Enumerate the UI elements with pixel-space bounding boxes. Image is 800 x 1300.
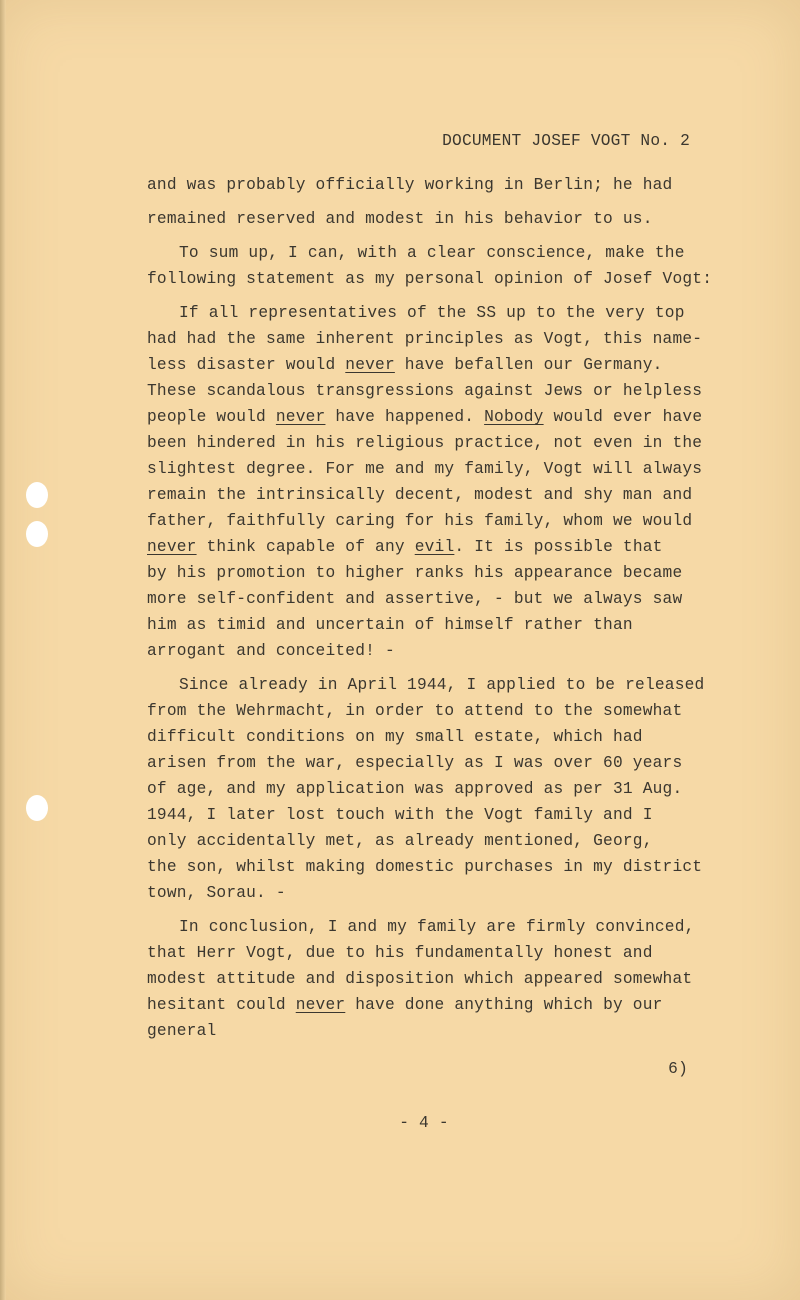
text-line: more self-confident and assertive, - but we always saw [147, 590, 683, 608]
text-line: and was probably officially working in Berlin; he had [147, 176, 673, 194]
text-line: people would never have happened. Nobody would ever have [147, 408, 703, 426]
underlined-word: Nobody [484, 408, 544, 426]
text-line: been hindered in his religious practice, not even in the [147, 434, 703, 452]
continuation-mark: 6) [668, 1060, 688, 1078]
text-line: general [147, 1022, 217, 1040]
text-line: remained reserved and modest in his behavior to us. [147, 210, 653, 228]
paragraph [147, 300, 737, 664]
underlined-word: never [345, 356, 395, 374]
text-line: from the Wehrmacht, in order to attend to the somewhat [147, 702, 683, 720]
text-line: arisen from the war, especially as I was over 60 years [147, 754, 683, 772]
paragraph [147, 672, 737, 906]
paragraph [147, 240, 737, 292]
underlined-word: never [275, 408, 326, 426]
text-line: never think capable of any evil. It is possible that [147, 538, 663, 556]
underlined-word: never [147, 538, 197, 556]
underlined-word: evil [414, 538, 455, 556]
page-number: - 4 - [399, 1114, 449, 1132]
underlined-word: never [295, 996, 346, 1014]
text-line: If all representatives of the SS up to the very top [179, 304, 685, 322]
text-line: remain the intrinsically decent, modest and shy man and [147, 486, 693, 504]
text-line: had had the same inherent principles as Vogt, this name- [147, 330, 703, 348]
text-line: modest attitude and disposition which appeared somewhat [147, 970, 693, 988]
text-line: following statement as my personal opinion of Josef Vogt: [147, 270, 713, 288]
text-line: Since already in April 1944, I applied to be released [179, 676, 705, 694]
text-line: less disaster would never have befallen our Germany. [147, 356, 663, 374]
document-header: DOCUMENT JOSEF VOGT No. 2 [442, 132, 690, 150]
text-line: only accidentally met, as already mentioned, Georg, [147, 832, 653, 850]
text-line: hesitant could never have done anything which by our [147, 996, 663, 1014]
document-body [147, 172, 737, 1044]
text-line: These scandalous transgressions against Jews or helpless [147, 382, 703, 400]
text-line: town, Sorau. - [147, 884, 286, 902]
text-line: 1944, I later lost touch with the Vogt family and I [147, 806, 653, 824]
text-line: of age, and my application was approved as per 31 Aug. [147, 780, 683, 798]
text-line: difficult conditions on my small estate, which had [147, 728, 643, 746]
paragraph [147, 914, 737, 1044]
text-line: him as timid and uncertain of himself rather than [147, 616, 633, 634]
text-line: that Herr Vogt, due to his fundamentally honest and [147, 944, 653, 962]
paragraph [147, 172, 737, 232]
punch-hole [26, 521, 48, 547]
text-line: the son, whilst making domestic purchases in my district [147, 858, 703, 876]
text-line: slightest degree. For me and my family, Vogt will always [147, 460, 703, 478]
page-left-edge [0, 0, 6, 1300]
text-line: arrogant and conceited! - [147, 642, 395, 660]
text-line: To sum up, I can, with a clear conscience, make the [179, 244, 685, 262]
punch-hole [26, 482, 48, 508]
punch-hole [26, 795, 48, 821]
text-line: father, faithfully caring for his family, whom we would [147, 512, 693, 530]
text-line: In conclusion, I and my family are firmly convinced, [179, 918, 695, 936]
text-line: by his promotion to higher ranks his appearance became [147, 564, 683, 582]
